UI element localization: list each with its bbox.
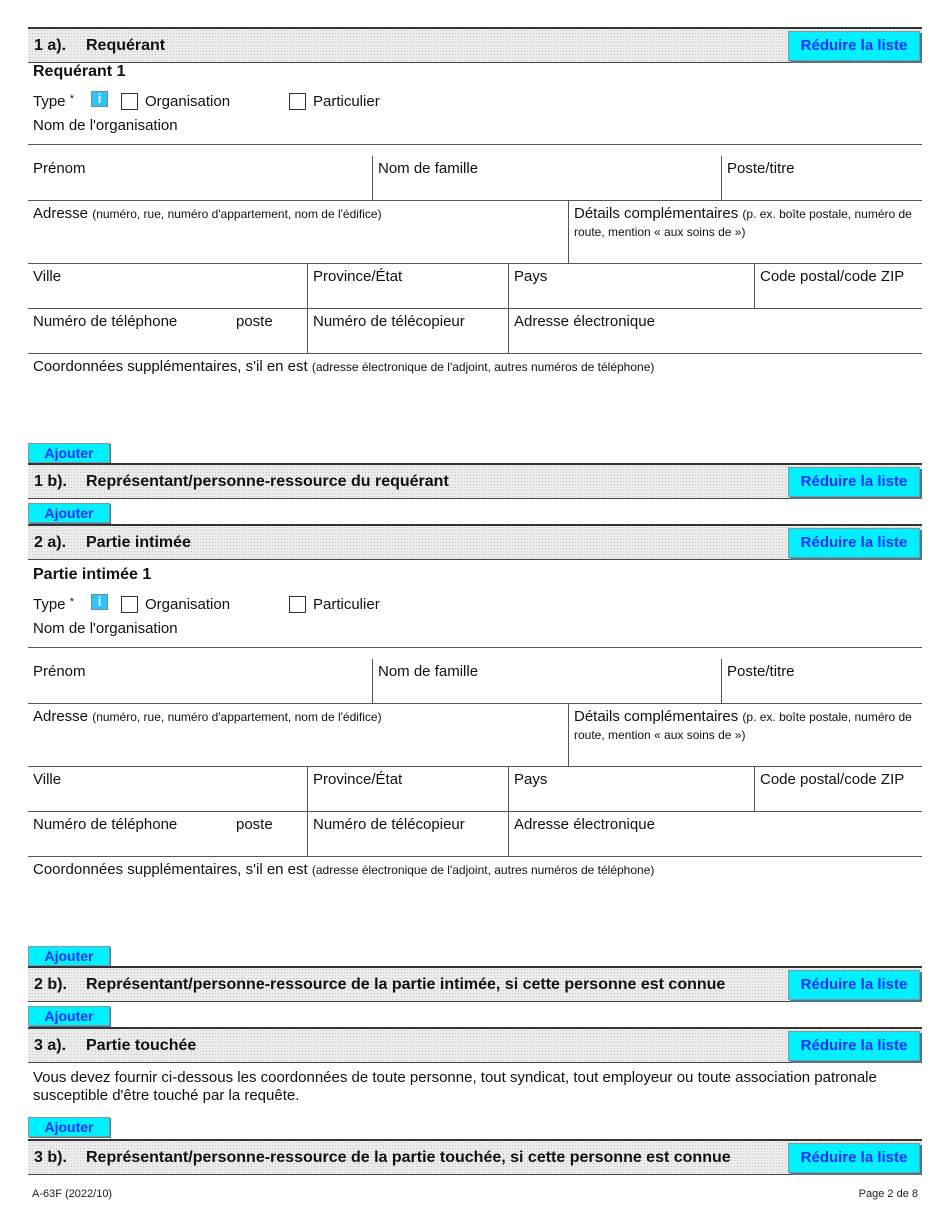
position-field[interactable]: [721, 659, 922, 703]
particulier-label: Particulier: [313, 93, 380, 110]
collapse-list-button[interactable]: Réduire la liste: [788, 467, 920, 497]
details-label: Détails complémentaires: [574, 708, 739, 725]
last-name-label: Nom de famille: [378, 663, 479, 680]
address-row: [28, 201, 922, 264]
postal-code-label: Code postal/code ZIP: [760, 268, 905, 285]
postal-code-field[interactable]: [754, 264, 922, 308]
section-header-1b: [28, 463, 922, 499]
city-field[interactable]: [28, 264, 307, 308]
extension-label: poste: [236, 816, 273, 833]
type-label: Type: [33, 596, 66, 613]
form-id: A-63F (2022/10): [32, 1188, 113, 1200]
city-label: Ville: [33, 771, 62, 788]
section-number: 3 a).: [34, 1037, 67, 1054]
fax-label: Numéro de télécopieur: [313, 816, 465, 833]
last-name-field[interactable]: [372, 156, 721, 200]
address-hint: (numéro, rue, numéro d'appartement, nom de l'édifice): [92, 207, 382, 221]
respondent-subtitle: Partie intimée 1: [33, 566, 152, 583]
section-number: 2 b).: [34, 976, 67, 993]
province-label: Province/État: [313, 771, 403, 788]
email-label: Adresse électronique: [514, 816, 655, 833]
city-label: Ville: [33, 268, 62, 285]
province-field[interactable]: [307, 767, 508, 811]
type-selector: [33, 91, 453, 111]
city-field[interactable]: [28, 767, 307, 811]
phone-label: Numéro de téléphone: [33, 313, 178, 330]
required-marker: *: [69, 93, 74, 105]
applicant-block: [28, 63, 922, 383]
org-name-field[interactable]: [28, 115, 922, 145]
details-hint: (p. ex. boîte postale, numéro de route, mention « aux soins de »): [574, 710, 912, 742]
section-header-2a: [28, 524, 922, 560]
details-hint: (p. ex. boîte postale, numéro de route, mention « aux soins de »): [574, 207, 912, 239]
section-number: 3 b).: [34, 1149, 67, 1166]
last-name-label: Nom de famille: [378, 160, 479, 177]
additional-contact-field[interactable]: [28, 857, 922, 937]
collapse-list-button[interactable]: Réduire la liste: [788, 1143, 920, 1173]
organisation-label: Organisation: [145, 93, 231, 110]
address-details-field[interactable]: [568, 704, 922, 766]
section-header-2b: [28, 966, 922, 1002]
particulier-label: Particulier: [313, 596, 380, 613]
info-icon[interactable]: i: [91, 91, 108, 107]
section-title: Représentant/personne-ressource de la partie intimée, si cette personne est connue: [86, 976, 726, 993]
fax-label: Numéro de télécopieur: [313, 313, 465, 330]
section-title: Représentant/personne-ressource du requérant: [86, 473, 449, 490]
section-number: 2 a).: [34, 534, 67, 551]
fax-field[interactable]: [307, 812, 508, 856]
contact-row: [28, 812, 922, 857]
details-label: Détails complémentaires: [574, 205, 739, 222]
extension-label: poste: [236, 313, 273, 330]
organisation-checkbox[interactable]: [121, 93, 138, 110]
first-name-field[interactable]: [28, 659, 372, 703]
section-title: Représentant/personne-ressource de la partie touchée, si cette personne est connue: [86, 1149, 731, 1166]
section-title: Partie intimée: [86, 534, 191, 551]
additional-contact-label: Coordonnées supplémentaires, s'il en est: [33, 358, 308, 375]
section-header-1a: [28, 27, 922, 63]
additional-contact-hint: (adresse électronique de l'adjoint, autres numéros de téléphone): [311, 360, 655, 374]
country-field[interactable]: [508, 767, 754, 811]
collapse-list-button[interactable]: Réduire la liste: [788, 528, 920, 558]
particulier-checkbox[interactable]: [289, 596, 306, 613]
section-header-3a: [28, 1027, 922, 1063]
section-number: 1 b).: [34, 473, 67, 490]
first-name-label: Prénom: [33, 663, 86, 680]
address-hint: (numéro, rue, numéro d'appartement, nom de l'édifice): [92, 710, 382, 724]
email-field[interactable]: [508, 309, 922, 353]
name-row: [28, 156, 922, 201]
collapse-list-button[interactable]: Réduire la liste: [788, 31, 920, 61]
phone-field[interactable]: [28, 812, 307, 856]
org-name-label: Nom de l'organisation: [33, 117, 178, 134]
address-details-field[interactable]: [568, 201, 922, 263]
province-field[interactable]: [307, 264, 508, 308]
email-field[interactable]: [508, 812, 922, 856]
required-marker: *: [69, 596, 74, 608]
section-number: 1 a).: [34, 37, 67, 54]
country-field[interactable]: [508, 264, 754, 308]
province-label: Province/État: [313, 268, 403, 285]
contact-row: [28, 309, 922, 354]
address-label: Adresse: [33, 205, 89, 222]
particulier-checkbox[interactable]: [289, 93, 306, 110]
address-label: Adresse: [33, 708, 89, 725]
additional-contact-label: Coordonnées supplémentaires, s'il en est: [33, 861, 308, 878]
first-name-field[interactable]: [28, 156, 372, 200]
section-title: Partie touchée: [86, 1037, 197, 1054]
address-field[interactable]: [28, 201, 568, 263]
address-row: [28, 704, 922, 767]
position-label: Poste/titre: [727, 663, 795, 680]
city-row: [28, 264, 922, 309]
country-label: Pays: [514, 268, 548, 285]
add-button[interactable]: Ajouter: [28, 503, 110, 523]
org-name-label: Nom de l'organisation: [33, 620, 178, 637]
city-row: [28, 767, 922, 812]
info-icon[interactable]: i: [91, 594, 108, 610]
org-name-field[interactable]: [28, 618, 922, 648]
section-header-3b: [28, 1139, 922, 1175]
postal-code-field[interactable]: [754, 767, 922, 811]
page-number: Page 2 de 8: [858, 1188, 918, 1200]
country-label: Pays: [514, 771, 548, 788]
email-label: Adresse électronique: [514, 313, 655, 330]
address-field[interactable]: [28, 704, 568, 766]
respondent-block: [28, 566, 922, 886]
applicant-subtitle: Requérant 1: [33, 63, 126, 80]
phone-field[interactable]: [28, 309, 307, 353]
type-label: Type: [33, 93, 66, 110]
fax-field[interactable]: [307, 309, 508, 353]
add-button[interactable]: Ajouter: [28, 443, 110, 463]
organisation-label: Organisation: [145, 596, 231, 613]
additional-contact-field[interactable]: [28, 354, 922, 434]
phone-label: Numéro de téléphone: [33, 816, 178, 833]
add-button[interactable]: Ajouter: [28, 946, 110, 966]
last-name-field[interactable]: [372, 659, 721, 703]
position-label: Poste/titre: [727, 160, 795, 177]
position-field[interactable]: [721, 156, 922, 200]
postal-code-label: Code postal/code ZIP: [760, 771, 905, 788]
affected-party-instructions: Vous devez fournir ci-dessous les coordonnées de toute personne, tout syndicat, tout employeur ou toute association patronale susceptible d'être touché par la requête.: [33, 1069, 877, 1104]
collapse-list-button[interactable]: Réduire la liste: [788, 1031, 920, 1061]
collapse-list-button[interactable]: Réduire la liste: [788, 970, 920, 1000]
organisation-checkbox[interactable]: [121, 596, 138, 613]
add-button[interactable]: Ajouter: [28, 1117, 110, 1137]
add-button[interactable]: Ajouter: [28, 1006, 110, 1026]
section-title: Requérant: [86, 37, 166, 54]
type-selector: [33, 594, 453, 614]
name-row: [28, 659, 922, 704]
first-name-label: Prénom: [33, 160, 86, 177]
additional-contact-hint: (adresse électronique de l'adjoint, autres numéros de téléphone): [311, 863, 655, 877]
